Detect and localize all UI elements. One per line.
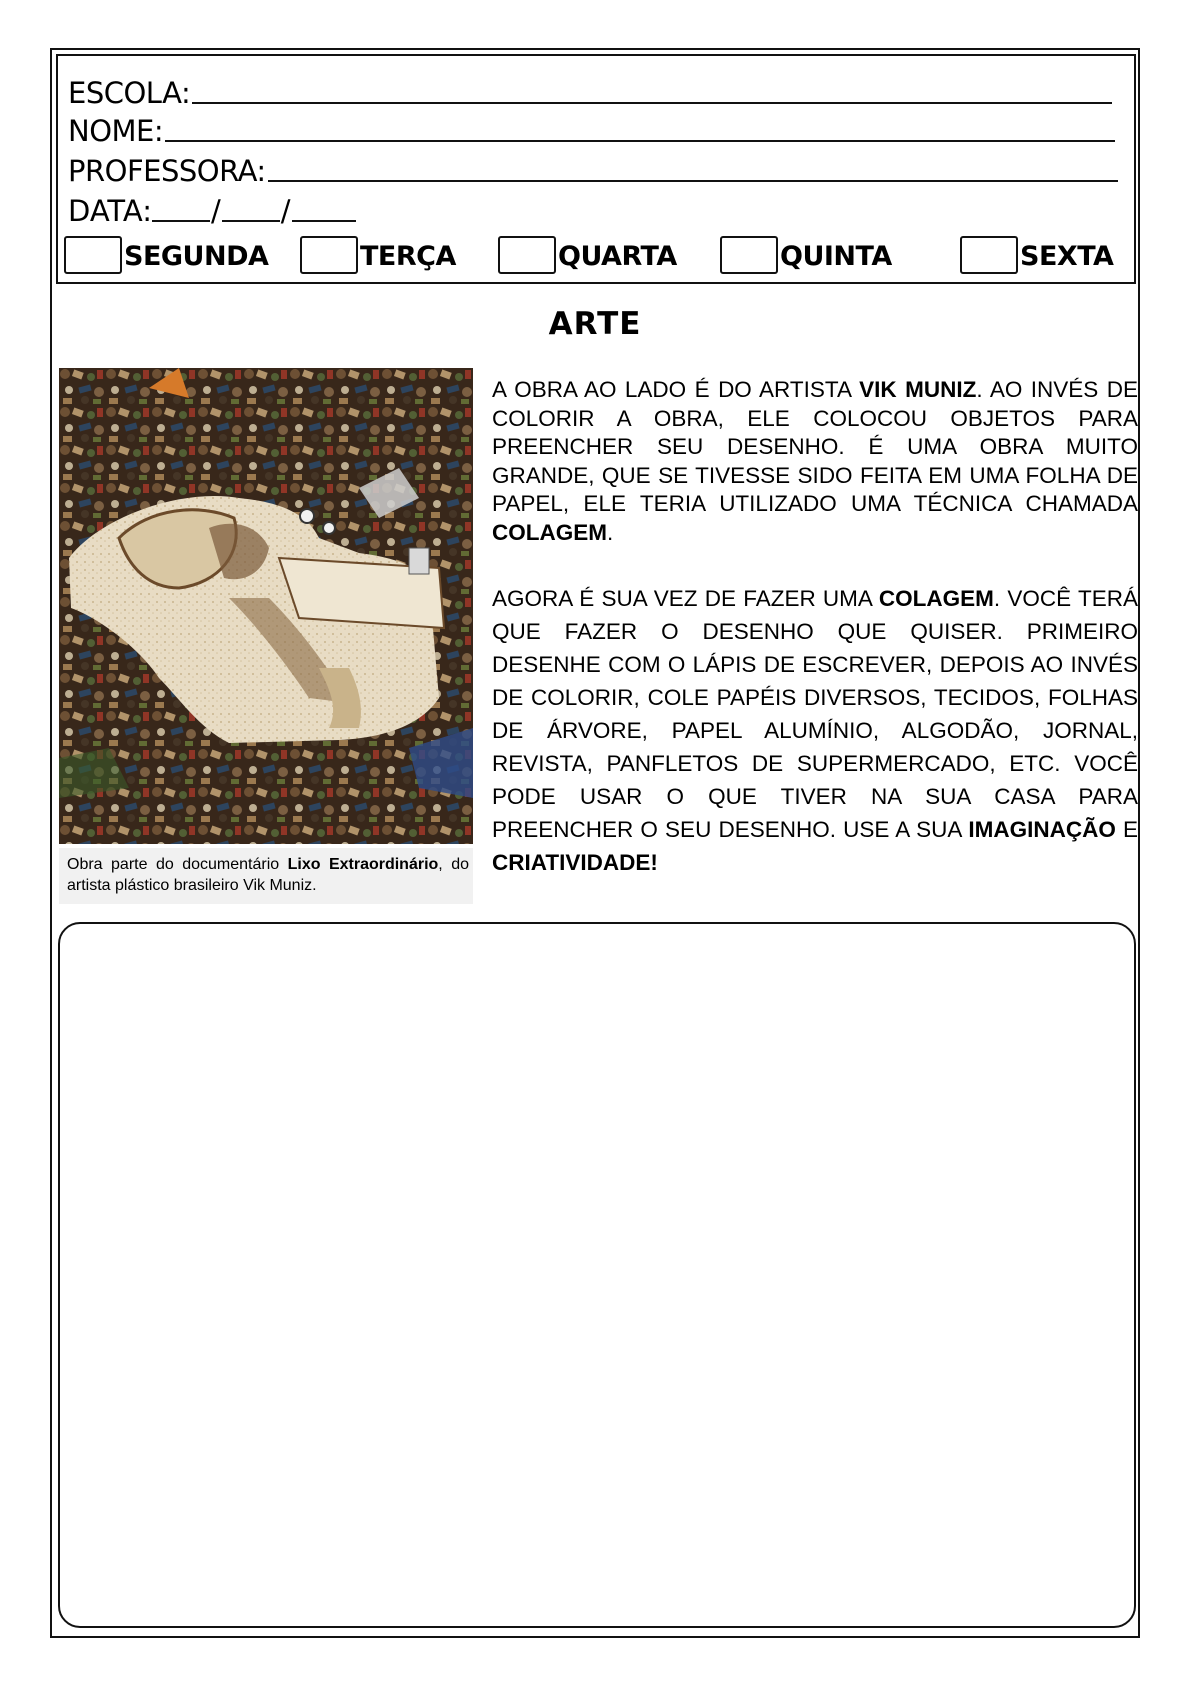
date-slash: / <box>280 194 291 228</box>
artwork-photo <box>59 368 473 844</box>
nome-label: NOME: <box>68 114 164 148</box>
caption-text: Obra parte do documentário <box>67 856 288 873</box>
weekday-label: QUINTA <box>780 241 892 272</box>
student-header <box>56 54 1136 284</box>
technique-name: COLAGEM <box>878 586 994 611</box>
professora-blank[interactable] <box>268 180 1118 182</box>
year-blank[interactable] <box>292 220 356 222</box>
intro-paragraph <box>492 376 1138 547</box>
instructions-paragraph <box>492 582 1138 879</box>
paragraph-text: . AO INVÉS DE COLORIR A OBRA, ELE COLOCOU OBJETOS PARA PREENCHER SEU DESENHO. É UMA OBRA MUITO GRANDE, QUE SE TIVESSE SIDO FEITA EM UMA FOLHA DE PAPEL, ELE TERIA UTILIZADO UMA TÉCNICA CHAMADA <box>492 377 1138 516</box>
paragraph-text: . <box>607 519 614 545</box>
weekday-sexta[interactable] <box>960 236 1113 274</box>
checkbox[interactable] <box>64 236 122 274</box>
weekday-segunda[interactable] <box>64 236 268 274</box>
checkbox[interactable] <box>300 236 358 274</box>
month-blank[interactable] <box>222 220 280 222</box>
data-label: DATA: <box>68 194 152 228</box>
weekday-label: TERÇA <box>360 241 456 272</box>
checkbox[interactable] <box>720 236 778 274</box>
paragraph-text: AGORA É SUA VEZ DE FAZER UMA <box>492 586 879 611</box>
weekday-quarta[interactable] <box>498 236 677 274</box>
weekday-terca[interactable] <box>300 236 456 274</box>
weekday-checkboxes <box>64 236 1124 280</box>
weekday-label: SEXTA <box>1020 241 1114 272</box>
artwork-caption <box>59 848 473 904</box>
emphasis-criatividade: CRIATIVIDADE! <box>492 850 658 875</box>
day-blank[interactable] <box>152 220 210 222</box>
weekday-quinta[interactable] <box>720 236 892 274</box>
artist-name: VIK MUNIZ <box>859 377 977 402</box>
checkbox[interactable] <box>498 236 556 274</box>
nome-line[interactable] <box>68 114 1115 148</box>
paragraph-text: A OBRA AO LADO É DO ARTISTA <box>492 377 860 402</box>
data-line[interactable] <box>68 194 356 228</box>
escola-line[interactable] <box>68 76 1112 110</box>
professora-line[interactable] <box>68 154 1118 188</box>
weekday-label: QUARTA <box>558 241 677 272</box>
drawing-area[interactable] <box>58 922 1136 1628</box>
nome-blank[interactable] <box>165 140 1115 142</box>
professora-label: PROFESSORA: <box>68 154 266 188</box>
emphasis-imaginacao: IMAGINAÇÃO <box>968 817 1116 842</box>
paragraph-text: E <box>1115 817 1138 842</box>
technique-name: COLAGEM <box>492 519 607 545</box>
caption-documentary-title: Lixo Extraordinário <box>287 856 439 873</box>
checkbox[interactable] <box>960 236 1018 274</box>
page-title: ARTE <box>548 306 642 342</box>
caption-text-end: , do artista plástico brasileiro Vik Muniz. <box>67 856 469 894</box>
date-slash: / <box>210 194 221 228</box>
weekday-label: SEGUNDA <box>124 241 269 272</box>
escola-blank[interactable] <box>192 102 1112 104</box>
escola-label: ESCOLA: <box>68 76 191 110</box>
paragraph-text: . VOCÊ TERÁ QUE FAZER O DESENHO QUE QUISER. PRIMEIRO DESENHE COM O LÁPIS DE ESCREVER, DEPOIS AO INVÉS DE COLORIR, COLE PAPÉIS DIVERSOS, TECIDOS, FOLHAS DE ÁRVORE, PAPEL ALUMÍNIO, ALGODÃO, JORNAL, REVISTA, PANFLETOS DE SUPERMERCADO, ETC. VOCÊ PODE USAR O QUE TIVER NA SUA CASA PARA PREENCHER O SEU DESENHO. USE A SUA <box>492 586 1138 842</box>
